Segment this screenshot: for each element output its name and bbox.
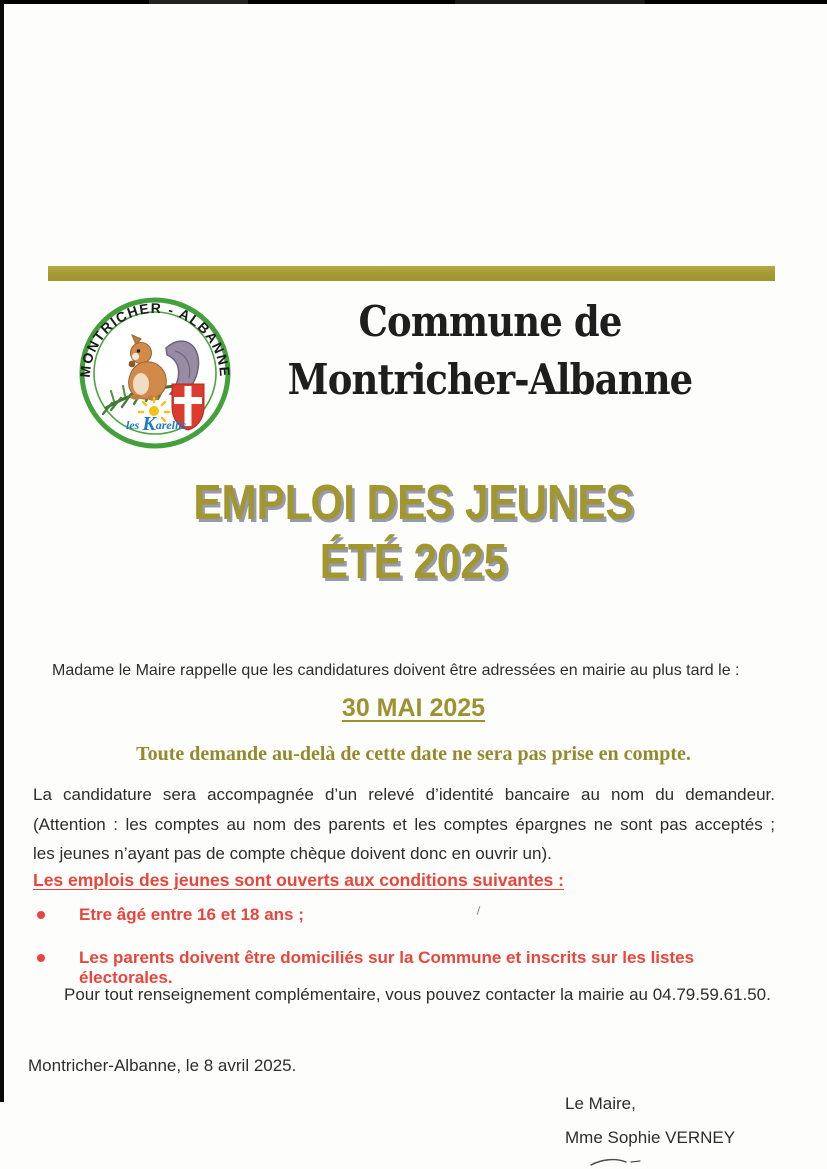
bullet-icon bbox=[37, 911, 45, 919]
condition-item bbox=[33, 905, 775, 925]
logo-ring-text: MONTRICHER - ALBANNE bbox=[76, 299, 234, 379]
contact-line: Pour tout renseignement complémentaire, vous pouvez contacter la mairie au 04.79.59.61.50. bbox=[64, 985, 771, 1004]
warning-line: Toute demande au-delà de cette date ne sera pas prise en compte. bbox=[136, 743, 691, 765]
condition-text: Etre âgé entre 16 et 18 ans ; bbox=[79, 905, 304, 924]
deadline-date: 30 MAI 2025 bbox=[341, 694, 486, 722]
org-name bbox=[279, 293, 701, 409]
signature-name: Mme Sophie VERNEY bbox=[565, 1128, 736, 1147]
document-title-line1: EMPLOI DES JEUNES bbox=[193, 476, 634, 530]
intro-line: Madame le Maire rappelle que les candidatures doivent être adressées en mairie au plus tard le : bbox=[52, 662, 740, 679]
commune-logo bbox=[76, 294, 234, 452]
paragraph-line: les jeunes n’ayant pas de compte chèque doivent donc en ouvrir un). bbox=[33, 844, 552, 863]
paragraph-line: (Attention : les comptes au nom des parents et les comptes épargnes ne sont pas acceptés ; bbox=[33, 814, 775, 834]
gold-divider-bar bbox=[48, 266, 775, 281]
conditions-heading: Les emplois des jeunes sont ouverts aux conditions suivantes : bbox=[33, 870, 564, 890]
paragraph-line: La candidature sera accompagnée d’un relevé d’identité bancaire au nom du demandeur. bbox=[33, 785, 775, 804]
document-title bbox=[58, 474, 769, 592]
signature-role: Le Maire, bbox=[565, 1094, 636, 1113]
place-date-line: Montricher-Albanne, le 8 avril 2025. bbox=[28, 1056, 297, 1075]
document-title-line2: ÉTÉ 2025 bbox=[319, 535, 508, 589]
scan-edge-top bbox=[0, 0, 827, 4]
bullet-icon bbox=[37, 954, 45, 962]
org-name-line2: Montricher-Albanne bbox=[287, 355, 693, 404]
karellis-text: les Karellis bbox=[126, 413, 187, 435]
candidature-paragraph bbox=[33, 780, 775, 869]
org-name-line1: Commune de bbox=[358, 297, 622, 346]
scan-edge-left bbox=[0, 0, 4, 1102]
condition-text: Les parents doivent être domiciliés sur la Commune et inscrits sur les listes électorales. bbox=[79, 948, 695, 987]
signature-squiggle-icon bbox=[588, 1155, 650, 1169]
commune-logo-badge-icon bbox=[76, 294, 234, 452]
condition-item bbox=[33, 948, 775, 988]
